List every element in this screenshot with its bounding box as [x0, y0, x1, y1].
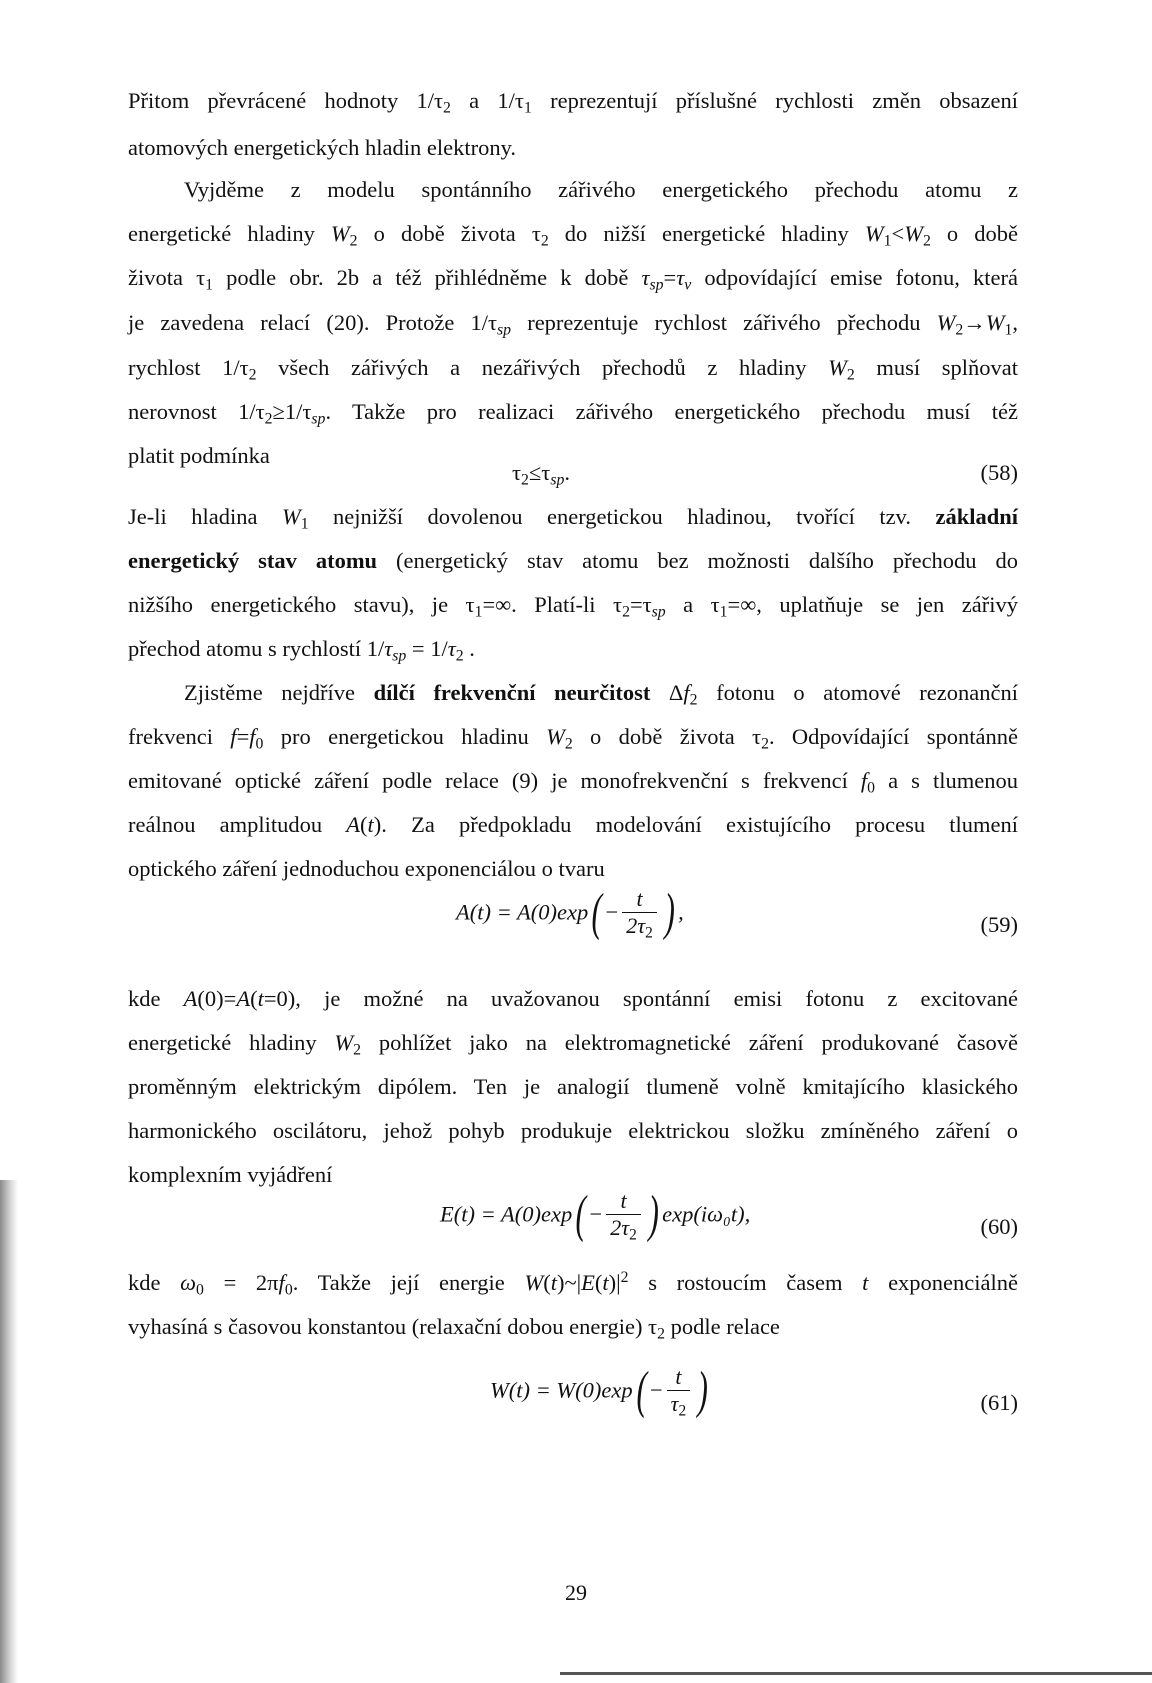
equation-number: (58) [980, 460, 1018, 485]
math-symbol: τ [641, 265, 650, 290]
subscript: 2 [353, 1041, 362, 1059]
math-symbol: t [257, 986, 264, 1011]
text-run: → [963, 310, 986, 335]
text-run: musí splňovat [854, 355, 1018, 380]
text-run: nejnižší dovolenou energetickou hladinou, tvořící tzv. [308, 504, 936, 529]
numerator: t [622, 886, 657, 913]
numerator: t [606, 1188, 641, 1215]
text-run: . Takže pro realizaci zářivého energetického přechodu musí též [325, 399, 1018, 424]
text-run: nižšího energetického stavu), je τ [128, 592, 475, 617]
math-symbol: τ [447, 636, 456, 661]
text-run: τ [512, 460, 522, 485]
bold-term: energetický stav atomu [128, 548, 378, 573]
text-run: s rostoucím časem [628, 1270, 863, 1295]
text-run: do nižší energetické hladiny [548, 221, 865, 246]
text-line [128, 441, 1018, 471]
subscript: 1 [523, 99, 532, 117]
text-run: ≤τ [528, 460, 551, 485]
math-symbol: W [546, 724, 565, 749]
right-paren: ) [697, 1361, 709, 1419]
text-run: optického záření jednoduchou exponenciálou o tvaru [128, 856, 605, 881]
text-run: odpovídající emise fotonu, která [691, 265, 1018, 290]
math-symbol: W [904, 221, 923, 246]
subscript: 2 [264, 410, 273, 428]
text-line [128, 1268, 1018, 1298]
text-run: života τ [128, 265, 206, 290]
subscript: 1 [883, 232, 892, 250]
text-run: =∞. Platí-li τ [482, 592, 623, 617]
subscript: 1 [719, 603, 728, 621]
text-line [128, 133, 1018, 163]
text-run: (0)= [197, 986, 237, 1011]
text-run: < [891, 221, 905, 246]
text-run: o době [930, 221, 1018, 246]
equation-expression [440, 1185, 751, 1244]
subscript: 2 [922, 232, 931, 250]
subscript: sp [392, 647, 407, 665]
math-symbol: W [334, 1030, 354, 1055]
text-run: a s tlumenou [875, 768, 1018, 793]
left-paren: ( [591, 883, 603, 941]
math-symbol: W [985, 310, 1005, 335]
equation-59 [0, 883, 1152, 970]
equation-tail: , [678, 899, 684, 925]
math-symbol: W [864, 221, 884, 246]
text-run: pohlížet jako na elektromagnetické záření produkované časově [361, 1030, 1018, 1055]
text-line [128, 722, 1018, 752]
text-run: =∞, uplatňuje se jen zářivý [727, 592, 1018, 617]
text-run: kde [128, 1270, 181, 1295]
right-paren: ) [664, 883, 675, 941]
text-run: o době života τ [357, 221, 541, 246]
subscript: 2 [248, 366, 257, 384]
math-symbol: W [330, 221, 350, 246]
math-symbol: E [581, 1270, 595, 1295]
text-run: =τ [629, 592, 652, 617]
equation-60 [0, 1185, 1152, 1272]
math-symbol: f [278, 1270, 285, 1295]
page-number: 29 [565, 1580, 587, 1605]
equation-number: (59) [980, 912, 1018, 937]
subscript: 2 [443, 99, 451, 117]
subscript: sp [550, 471, 565, 489]
subscript: 2 [622, 603, 630, 621]
text-run: ≥1/τ [272, 399, 312, 424]
left-paren: ( [575, 1185, 587, 1243]
text-run: Zjistěme nejdříve [184, 680, 374, 705]
text-run: Přitom převrácené hodnoty 1/τ [128, 88, 444, 113]
math-symbol: A [183, 986, 198, 1011]
subscript: 1 [474, 603, 483, 621]
equation-lhs: W(t) = W(0)exp [490, 1377, 633, 1403]
denominator [667, 1391, 691, 1420]
text-run: exponenciálně [868, 1270, 1018, 1295]
math-symbol: t [367, 812, 374, 837]
subscript: 0 [867, 779, 876, 797]
minus-sign: − [649, 1377, 663, 1403]
text-run: podle obr. 2b a též přihlédněme k době [213, 265, 642, 290]
fraction [606, 1188, 641, 1244]
equation-expression [512, 458, 570, 488]
text-line [128, 854, 1018, 884]
math-symbol: W [936, 310, 956, 335]
text-line [128, 308, 1018, 338]
text-run: je zavedena relací (20). Protože 1/τ [128, 310, 498, 335]
text-run: kde [128, 986, 184, 1011]
subscript: 1 [205, 276, 213, 294]
math-symbol: t [862, 1270, 869, 1295]
math-symbol: W [281, 504, 301, 529]
text-run: ). Za předpokladu modelování existujícího procesu tlumení [373, 812, 1018, 837]
text-line [128, 397, 1018, 427]
math-symbol: τ [676, 265, 685, 290]
bold-term: dílčí frekvenční neurčitost [373, 680, 651, 705]
text-run: vyhasíná s časovou konstantou (relaxační dobou energie) τ [128, 1314, 658, 1339]
math-symbol: f [230, 724, 237, 749]
math-symbol: f [683, 680, 690, 705]
text-run: o době života τ [572, 724, 762, 749]
text-line [128, 263, 1018, 293]
bold-term: základní [935, 504, 1018, 529]
subscript: 2 [521, 471, 529, 489]
text-run: = [236, 724, 250, 749]
text-run: fotonu o atomové rezonanční [697, 680, 1018, 705]
text-run: a τ [665, 592, 720, 617]
equation-number: (61) [980, 1390, 1018, 1415]
subscript: 2 [540, 232, 549, 250]
math-symbol: W [828, 355, 847, 380]
subscript: sp [649, 276, 664, 294]
text-run: a 1/τ [450, 88, 524, 113]
text-run: komplexním vyjádření [128, 1162, 333, 1187]
text-line [128, 219, 1018, 249]
math-symbol: ω [180, 1270, 197, 1295]
text-line [128, 984, 1018, 1014]
text-run: reprezentuje rychlost zářivého přechodu [511, 310, 937, 335]
text-run: = 1/ [406, 636, 448, 661]
text-run: reálnou amplitudou [128, 812, 347, 837]
text-run: přechod atomu s rychlostí 1/ [128, 636, 385, 661]
math-symbol: t [550, 1270, 557, 1295]
text-run: Δ [650, 680, 684, 705]
subscript: sp [651, 603, 666, 621]
denominator-text: 2τ [626, 913, 646, 938]
text-run: frekvenci [128, 724, 231, 749]
text-line [184, 678, 1018, 708]
left-paren: ( [636, 1361, 647, 1419]
text-line [128, 1116, 1018, 1146]
text-run: rychlost 1/τ [128, 355, 249, 380]
text-run: proměnným elektrickým dipólem. Ten je analogií tlumeně volně kmitajícího klasického [128, 1074, 1018, 1099]
text-run: =0), je možné na uvažovanou spontánní emisi fotonu z excitované [263, 986, 1018, 1011]
text-run: energetické hladiny [128, 1030, 335, 1055]
text-run: = [663, 265, 677, 290]
subscript: 2 [629, 1226, 637, 1244]
math-symbol: f [249, 724, 256, 749]
equation-lhs: E(t) = A(0)exp [440, 1201, 573, 1227]
math-symbol: f [860, 768, 868, 793]
subscript: 2 [657, 1325, 665, 1343]
text-run: Je-li hladina [128, 504, 282, 529]
text-line [128, 1072, 1018, 1102]
math-symbol: A [236, 986, 251, 1011]
math-symbol: t [602, 1270, 609, 1295]
text-line [128, 353, 1018, 383]
subscript: 0 [284, 1281, 293, 1299]
subscript: 0 [255, 735, 264, 753]
text-line [128, 546, 1018, 576]
text-line [128, 86, 1018, 116]
subscript: 2 [761, 735, 769, 753]
text-run: atomových energetických hladin elektrony. [128, 135, 516, 160]
text-run: ( [360, 812, 368, 837]
text-run: emitované optické záření podle relace (9) je monofrekvenční s frekvencí [128, 768, 861, 793]
text-run: . [564, 460, 570, 485]
text-line [128, 1028, 1018, 1058]
text-line [184, 175, 1018, 205]
text-line [128, 634, 1018, 664]
text-run: = 2π [203, 1270, 279, 1295]
text-line [128, 502, 1018, 532]
text-run: ( [594, 1270, 603, 1295]
text-run: (energetický stav atomu bez možnosti dalšího přechodu do [377, 548, 1018, 573]
subscript: 2 [678, 1402, 687, 1420]
subscript: 0 [196, 1281, 204, 1299]
equation-expression [490, 1361, 712, 1420]
denominator-text: τ [670, 1391, 679, 1416]
equation-61 [0, 1361, 1152, 1448]
superscript: 2 [620, 1269, 629, 1287]
text-run: platit podmínka [128, 443, 270, 468]
text-run: , [1012, 310, 1019, 335]
subscript: 2 [846, 366, 855, 384]
subscript: 2 [955, 321, 964, 339]
subscript: sp [497, 321, 512, 339]
text-line [128, 1312, 1018, 1342]
text-run: nerovnost 1/τ [128, 399, 265, 424]
scan-edge [560, 1672, 1152, 1675]
denominator-text: 2τ [610, 1215, 630, 1240]
equation-lhs: A(t) = A(0)exp [456, 899, 589, 925]
text-run: . Odpovídající spontánně [768, 724, 1018, 749]
subscript: 2 [689, 691, 698, 709]
text-run: všech zářivých a nezářivých přechodů z hladiny [256, 355, 829, 380]
minus-sign: − [605, 899, 619, 925]
text-run: reprezentují příslušné rychlosti změn obsazení [531, 88, 1018, 113]
math-symbol: τ [384, 636, 393, 661]
equation-expression [456, 883, 684, 942]
subscript: 2 [645, 924, 653, 942]
subscript: sp [311, 410, 326, 428]
text-run: ( [543, 1270, 551, 1295]
denominator [606, 1215, 641, 1244]
text-line [128, 810, 1018, 840]
subscript: 2 [455, 647, 464, 665]
text-run: ( [250, 986, 258, 1011]
subscript: 2 [349, 232, 358, 250]
denominator [622, 913, 657, 942]
text-run: energetické hladiny [128, 221, 331, 246]
text-run: )| [608, 1270, 621, 1295]
text-run: harmonického oscilátoru, jehož pohyb produkuje elektrickou složku zmíněného záření o [128, 1118, 1018, 1143]
subscript: 1 [1004, 321, 1013, 339]
subscript: 2 [564, 735, 573, 753]
subscript: v [684, 276, 692, 294]
numerator: t [667, 1364, 691, 1391]
text-run: . [463, 636, 475, 661]
equation-number: (60) [980, 1214, 1018, 1239]
fraction [622, 886, 657, 942]
fraction [667, 1364, 691, 1420]
right-paren: ) [648, 1185, 659, 1243]
math-symbol: A [346, 812, 361, 837]
subscript: 1 [300, 515, 309, 533]
text-line [128, 590, 1018, 620]
text-run: podle relace [664, 1314, 780, 1339]
text-line [128, 1160, 1018, 1190]
equation-tail: exp(iω₀t), [662, 1201, 751, 1227]
math-symbol: W [524, 1270, 544, 1295]
text-run: )~| [556, 1270, 582, 1295]
text-run: . Takže její energie [292, 1270, 525, 1295]
text-run: Vyjděme z modelu spontánního zářivého energetického přechodu atomu z [184, 177, 1018, 202]
minus-sign: − [589, 1201, 603, 1227]
text-run: pro energetickou hladinu [263, 724, 547, 749]
text-line [128, 766, 1018, 796]
